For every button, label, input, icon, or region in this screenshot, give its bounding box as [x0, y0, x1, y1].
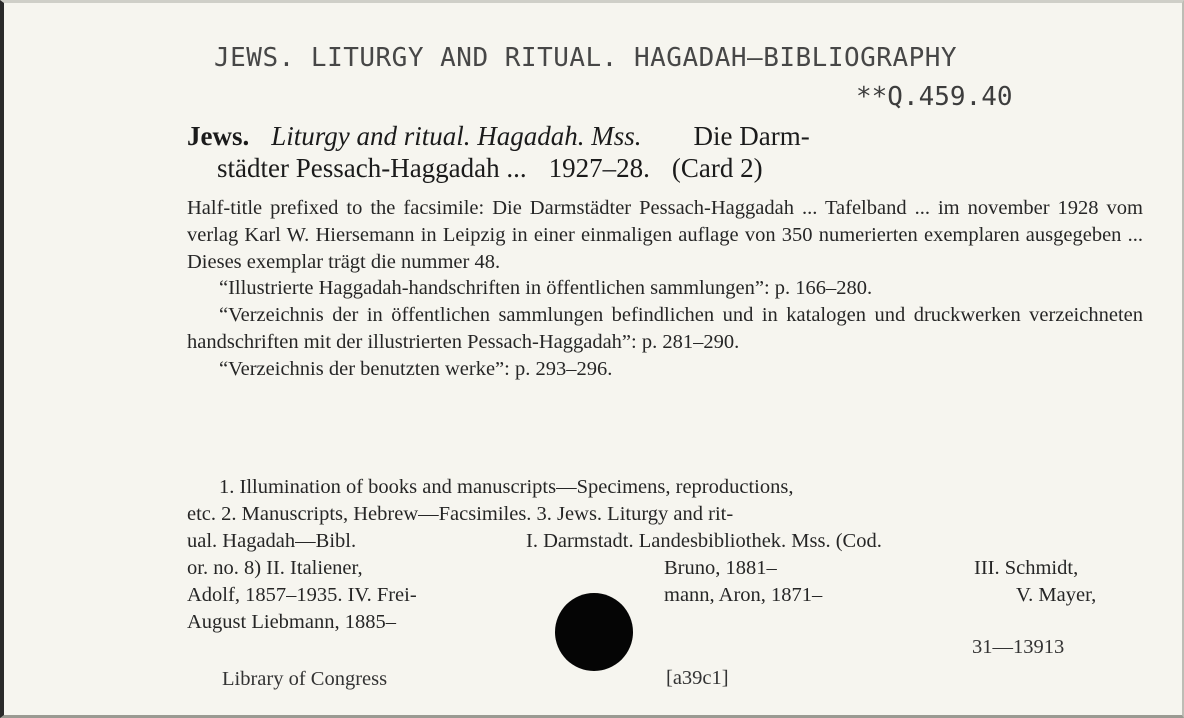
tracing-line-5-right: V. Mayer,	[1016, 584, 1097, 606]
tracing-line-5-mid: mann, Aron, 1871–	[664, 584, 823, 606]
footer-card-number: 31—13913	[972, 636, 1065, 658]
footer-code: [a39c1]	[666, 667, 729, 689]
tracing-line-5-left: Adolf, 1857–1935. IV. Frei-	[187, 584, 417, 606]
entry-uniform-title: Liturgy and ritual. Hagadah. Mss.	[271, 121, 642, 151]
tracing-line-1: 1. Illumination of books and manuscripts—Specimens, reproductions,	[219, 476, 794, 498]
card-punch-hole	[555, 593, 633, 671]
tracing-line-6-left: August Liebmann, 1885–	[187, 611, 396, 633]
entry-author: Jews.	[187, 121, 250, 151]
tracing-line-4-right: III. Schmidt,	[974, 557, 1079, 579]
note-illustrierte: “Illustrierte Haggadah-handschriften in öffentlichen sammlungen”: p. 166–280.	[219, 277, 873, 300]
main-entry-line-1	[187, 121, 810, 152]
tracing-line-3-right: I. Darmstadt. Landesbibliothek. Mss. (Cod.	[526, 530, 882, 552]
note-verzeichnis-werke: “Verzeichnis der benutzten werke”: p. 293–296.	[219, 357, 613, 380]
tracing-line-2: etc. 2. Manuscripts, Hebrew—Facsimiles. 3. Jews. Liturgy and rit-	[187, 503, 734, 525]
main-entry-line-2	[217, 153, 763, 184]
note-half-title: Half-title prefixed to the facsimile: Die Darmstädter Pessach-Haggadah ... Tafelband ... im november 1928 vom verlag Karl W. Hiersemann in Leipzig in einer einmaligen auflage von 350 numerierten exemplaren ausgegeben ... Dieses exemplar trägt die nummer 48.	[187, 197, 1143, 273]
tracing-line-3-left: ual. Hagadah—Bibl.	[187, 530, 357, 552]
call-number: **Q.459.40	[856, 82, 1013, 112]
footer-library: Library of Congress	[222, 668, 388, 690]
notes-block	[187, 195, 1143, 383]
entry-title-start: Die Darm-	[693, 121, 810, 151]
entry-card-number: (Card 2)	[671, 153, 763, 183]
typed-subject-heading: JEWS. LITURGY AND RITUAL. HAGADAH—BIBLIOGRAPHY	[214, 43, 958, 73]
tracing-line-4-mid: Bruno, 1881–	[664, 557, 777, 579]
note-verzeichnis-handschriften: “Verzeichnis der in öffentlichen sammlungen befindlichen und in katalogen und druckwerken verzeichneten handschriften mit der illustrierten Pessach-Haggadah”: p. 281–290.	[187, 304, 1143, 353]
entry-title-end: städter Pessach-Haggadah ...	[217, 153, 527, 183]
tracing-line-4-left: or. no. 8) II. Italiener,	[187, 557, 363, 579]
entry-date: 1927–28.	[548, 153, 650, 183]
